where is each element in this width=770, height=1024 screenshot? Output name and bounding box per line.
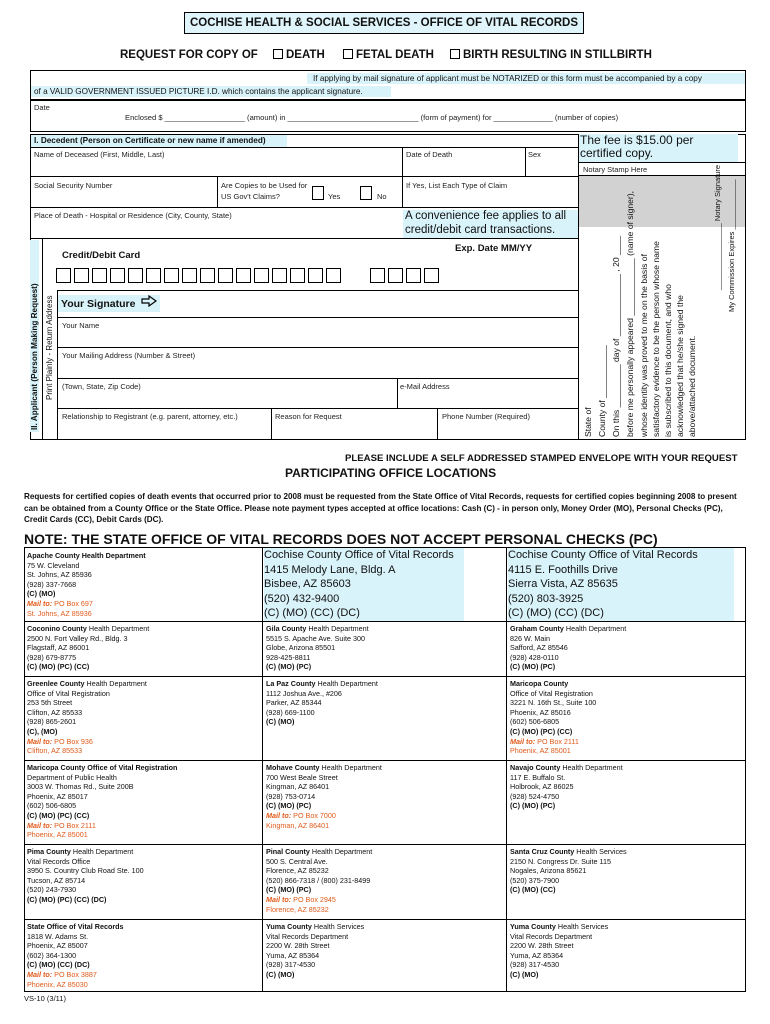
office-mohave: Mohave County Health Department 700 West Beale Street Kingman, AZ 86401 (928) 753-0714 (C) (MO) (PC) Mail to: PO Box 7000 Kingman, AZ 86401 xyxy=(266,763,382,830)
card-number-boxes[interactable] xyxy=(56,268,556,285)
section1-heading: I. Decedent (Person on Certificate or new name if amended) xyxy=(31,135,287,147)
reason-label: Reason for Request xyxy=(275,412,342,421)
govt-claims-label-2: US Gov't Claims? xyxy=(221,192,280,201)
office-pima: Pima County Health Department Vital Records Office 3950 S. Country Club Road Ste. 100 Tucson, AZ 85714 (520) 243-7930 (C) (MO) (PC) (CC) (DC) xyxy=(27,847,144,904)
mailing-address-input[interactable] xyxy=(58,360,577,376)
section2-heading: II. Applicant (Person Making Request) xyxy=(30,240,39,432)
notary-on-this: On this _________ day of _____________ , 20 ____ xyxy=(611,235,621,437)
stillbirth-checkbox[interactable] xyxy=(450,49,460,59)
office-yuma-2: Yuma County Health Services Vital Records Department 2200 W. 28th Street Yuma, AZ 85364 (928) 317-4530 (C) (MO) xyxy=(510,922,609,979)
notice-line-2: of a VALID GOVERNMENT ISSUED PICTURE I.D. which contains the applicant signature. xyxy=(31,86,391,97)
notary-signature-line[interactable]: ________________ Notary Signature xyxy=(713,164,722,290)
deceased-name-label: Name of Deceased (First, Middle, Last) xyxy=(34,150,165,159)
yes-label: Yes xyxy=(328,192,341,201)
office-la-paz: La Paz County Health Department 1112 Joshua Ave., #206 Parker, AZ 85344 (928) 669-1100 (C) (MO) xyxy=(266,679,378,727)
section2-subheading: Print Plainly - Return Address xyxy=(45,295,54,400)
signature-input[interactable] xyxy=(163,292,577,315)
office-santa-cruz: Santa Cruz County Health Services 2150 N. Congress Dr. Suite 115 Nogales, Arizona 85621 (520) 375-7900 (C) (MO) (CC) xyxy=(510,847,627,895)
deceased-name-input[interactable] xyxy=(31,158,401,175)
office-graham: Graham County Health Department 826 W. Main Safford, AZ 85546 (928) 428-0110 (C) (MO) (PC) xyxy=(510,624,627,672)
signature-label: Your Signature xyxy=(58,295,160,312)
govt-claims-label-1: Are Copies to be Used for xyxy=(221,181,308,190)
notary-line-4: acknowledged that he/she signed the xyxy=(675,295,685,437)
card-label: Credit/Debit Card xyxy=(62,250,141,261)
relationship-label: Relationship to Registrant (e.g. parent, attorney, etc.) xyxy=(62,412,238,421)
your-name-label: Your Name xyxy=(62,321,100,330)
office-gila: Gila County Health Department 5515 S. Apache Ave. Suite 300 Globe, Arizona 85501 928-425-8811 (C) (MO) (PC) xyxy=(266,624,369,672)
office-coconino: Coconino County Health Department 2500 N. Fort Valley Rd., Bldg. 3 Flagstaff, AZ 86001 (928) 679-8775 (C) (MO) (PC) (CC) xyxy=(27,624,150,672)
sex-label: Sex xyxy=(528,150,541,159)
request-label: REQUEST FOR COPY OF xyxy=(120,49,258,61)
ssn-label: Social Security Number xyxy=(34,181,113,190)
fee-note: The fee is $15.00 per certified copy. xyxy=(578,134,738,162)
office-state: State Office of Vital Records 1818 W. Adams St. Phoenix, AZ 85007 (602) 364-1300 (C) (MO) (CC) (DC) Mail to: PO Box 3887 Phoenix, AZ 85030 xyxy=(27,922,124,989)
participating-heading: PARTICIPATING OFFICE LOCATIONS xyxy=(285,466,497,480)
reason-input[interactable] xyxy=(272,421,436,439)
convenience-fee-note: A convenience fee applies to all credit/debit card transactions. xyxy=(403,210,578,238)
office-yuma: Yuma County Health Services Vital Records Department 2200 W. 28th Street Yuma, AZ 85364 (928) 317-4530 (C) (MO) xyxy=(266,922,365,979)
date-of-death-input[interactable] xyxy=(403,158,524,175)
office-maricopa: Maricopa County Office of Vital Registration 3221 N. 16th St., Suite 100 Phoenix, AZ 85016 (602) 506-6805 (C) (MO) (PC) (CC) Mail to: PO Box 2111 Phoenix, AZ 85001 xyxy=(510,679,597,756)
notary-commission-line[interactable]: My Commission Expires ____________ xyxy=(727,179,736,312)
place-of-death-input[interactable] xyxy=(31,220,401,237)
notary-line-1: whose identity was proved to me on the basis of xyxy=(639,254,649,437)
phone-label: Phone Number (Required) xyxy=(442,412,530,421)
date-of-death-label: Date of Death xyxy=(406,150,453,159)
death-checkbox[interactable] xyxy=(273,49,283,59)
notary-stamp-label: Notary Stamp Here xyxy=(583,165,648,174)
mailing-address-label: Your Mailing Address (Number & Street) xyxy=(62,351,196,360)
office-apache: Apache County Health Department 75 W. Cleveland St. Johns, AZ 85936 (928) 337-7668 (C) (MO) Mail to: PO Box 697 St. Johns, AZ 85936 xyxy=(27,551,146,618)
notary-state-of: State of xyxy=(583,407,593,437)
town-input[interactable] xyxy=(58,391,396,407)
enclosed-line[interactable]: Enclosed $ ___________________ (amount) in _______________________________ (form of payment) for ______________ (number of copies) xyxy=(125,113,619,122)
form-title: COCHISE HEALTH & SOCIAL SERVICES - OFFICE OF VITAL RECORDS xyxy=(184,12,584,34)
relationship-input[interactable] xyxy=(58,421,270,439)
office-greenlee: Greenlee County Health Department Office of Vital Registration 253 5th Street Clifton, AZ 85533 (928) 865-2601 (C), (MO) Mail to: PO Box 936 Clifton, AZ 85533 xyxy=(27,679,147,756)
fetal-death-checkbox[interactable] xyxy=(343,49,353,59)
notice-line-1: If applying by mail signature of applicant must be NOTARIZED or this form must be accompanied by a copy xyxy=(307,73,745,84)
notary-line-2: satisfactory evidence to be the person whose name xyxy=(651,241,661,437)
office-maricopa-vital-registration: Maricopa County Office of Vital Registration Department of Public Health 3003 W. Thomas Rd., Suite 200B Phoenix, AZ 85017 (602) 506-6805 (C) (MO) (PC) (CC) Mail to: PO Box 2111 Phoenix, AZ 85001 xyxy=(27,763,178,840)
office-cochise-sierra-vista: Cochise County Office of Vital Records 4115 E. Foothills Drive Sierra Vista, AZ 85635 (520) 803-3925 (C) (MO) (CC) (DC) xyxy=(508,548,734,621)
email-label: e-Mail Address xyxy=(400,382,450,391)
arrow-right-icon xyxy=(141,295,157,313)
phone-input[interactable] xyxy=(438,421,577,439)
town-label: (Town, State, Zip Code) xyxy=(62,382,141,391)
govt-claims-no-checkbox[interactable] xyxy=(360,186,372,200)
notary-line-5: above/attached document. xyxy=(687,335,697,437)
your-name-input[interactable] xyxy=(58,330,577,345)
sex-input[interactable] xyxy=(526,158,577,175)
no-label: No xyxy=(377,192,387,201)
claim-type-input[interactable] xyxy=(403,190,577,206)
exp-date-label: Exp. Date MM/YY xyxy=(455,243,533,254)
govt-claims-yes-checkbox[interactable] xyxy=(312,186,324,200)
office-pinal: Pinal County Health Department 500 S. Central Ave. Florence, AZ 85232 (520) 866-7318 / (800) 231-8499 (C) (MO) (PC) Mail to: PO Box 2945 Florence, AZ 85232 xyxy=(266,847,373,914)
date-label: Date xyxy=(34,103,50,112)
ssn-input[interactable] xyxy=(31,190,216,206)
instructions-paragraph: Requests for certified copies of death events that occurred prior to 2008 must be requested from the State Office of Vital Records, requests for certified copies beginning 2008 to present can be obtained from a County Office or the State Office. Please note payment types accepted at office locations: Cash (C) - in person only, Money Order (MO), Personal Checks (PC), Credit Cards (CC), Debit Cards (DC). xyxy=(24,492,737,524)
claim-type-label: If Yes, List Each Type of Claim xyxy=(406,181,508,190)
office-navajo: Navajo County Health Department 117 E. Buffalo St. Holbrook, AZ 86025 (928) 524-4750 (C) (MO) (PC) xyxy=(510,763,623,811)
place-of-death-label: Place of Death - Hospital or Residence (City, County, State) xyxy=(34,211,232,220)
notary-county-of: County of ___________ xyxy=(597,345,607,437)
option-stillbirth[interactable]: BIRTH RESULTING IN STILLBIRTH xyxy=(450,49,652,61)
form-id: VS-10 (3/11) xyxy=(24,994,66,1003)
note-heading: NOTE: THE STATE OFFICE OF VITAL RECORDS DOES NOT ACCEPT PERSONAL CHECKS (PC) xyxy=(24,531,658,547)
notary-line-3: is subscribed to this document, and who xyxy=(663,284,673,437)
email-input[interactable] xyxy=(398,391,577,407)
sase-note: PLEASE INCLUDE A SELF ADDRESSED STAMPED ENVELOPE WITH YOUR REQUEST xyxy=(345,453,738,464)
option-fetal-death[interactable]: FETAL DEATH xyxy=(343,49,434,61)
office-cochise-bisbee: Cochise County Office of Vital Records 1415 Melody Lane, Bldg. A Bisbee, AZ 85603 (520) 432-9400 (C) (MO) (CC) (DC) xyxy=(264,548,464,621)
notary-before-me: before me personally appeared ____________ (name of signer), xyxy=(625,190,635,437)
option-death[interactable]: DEATH xyxy=(273,49,325,61)
